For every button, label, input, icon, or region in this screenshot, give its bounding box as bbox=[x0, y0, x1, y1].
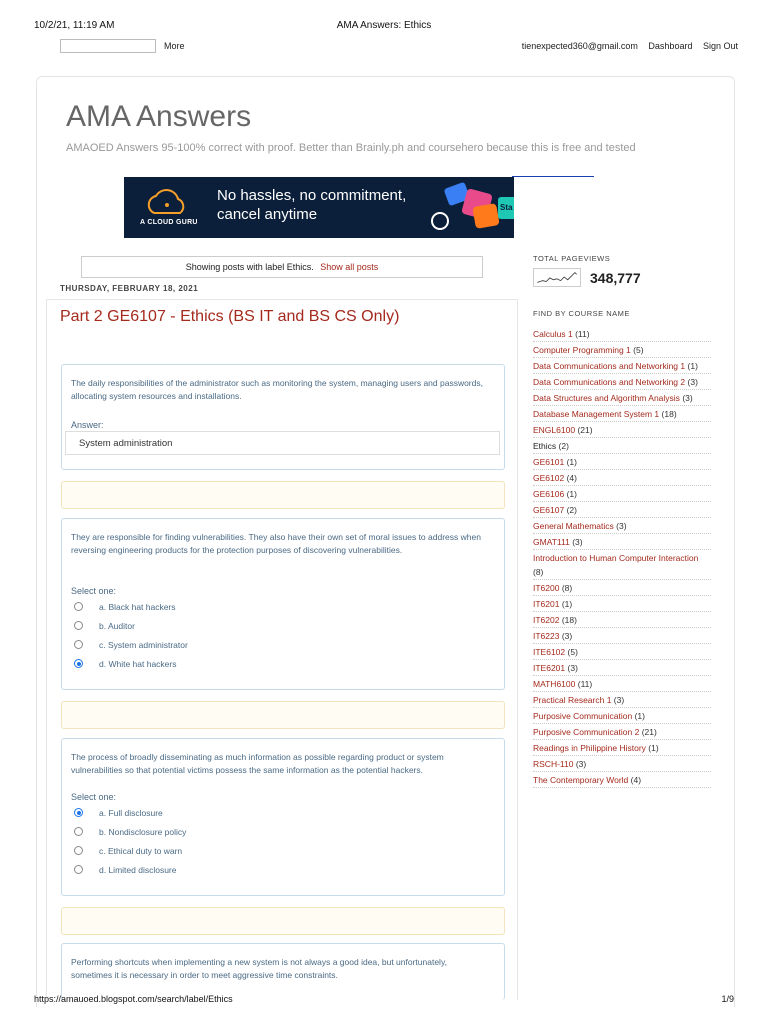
course-count: (3) bbox=[575, 759, 587, 769]
print-page-title: AMA Answers: Ethics bbox=[336, 20, 432, 31]
course-name[interactable]: IT6202 bbox=[533, 615, 560, 625]
option-label: c. Ethical duty to warn bbox=[99, 846, 183, 856]
course-list-item[interactable] bbox=[533, 486, 711, 502]
select-one-label: Select one: bbox=[71, 792, 117, 802]
course-list-item[interactable] bbox=[533, 676, 711, 692]
course-count: (1) bbox=[634, 711, 645, 721]
course-name[interactable]: Data Communications and Networking 1 bbox=[533, 361, 686, 371]
print-page-number: 1/9 bbox=[721, 994, 734, 1004]
sign-out-link[interactable]: Sign Out bbox=[702, 41, 738, 51]
course-name[interactable]: Computer Programming 1 bbox=[533, 345, 631, 355]
question-text: They are responsible for finding vulnerabilities. They also have their own set of moral issues to address when reversing engineering products for the protection purposes of discovering vulnerabilities. bbox=[71, 532, 481, 555]
option-label: d. White hat hackers bbox=[99, 659, 177, 669]
ad-cta-button[interactable]: Sta bbox=[498, 197, 514, 219]
print-url: https://amauoed.blogspot.com/search/label/Ethics bbox=[34, 994, 233, 1004]
course-name[interactable]: Purposive Communication bbox=[533, 711, 633, 721]
course-name[interactable]: ITE6102 bbox=[533, 647, 566, 657]
course-list-item[interactable] bbox=[533, 772, 711, 788]
blog-title[interactable]: AMA Answers bbox=[66, 100, 252, 133]
course-count: (3) bbox=[613, 695, 625, 705]
course-list-item[interactable] bbox=[533, 612, 711, 628]
course-list-item[interactable] bbox=[533, 454, 711, 470]
course-count: (3) bbox=[687, 377, 698, 387]
radio-unchecked-icon[interactable] bbox=[74, 827, 83, 836]
course-name[interactable]: Data Structures and Algorithm Analysis bbox=[533, 393, 680, 403]
courses-heading: FIND BY COURSE NAME bbox=[533, 309, 630, 318]
course-name[interactable]: Data Communications and Networking 2 bbox=[533, 377, 686, 387]
course-count: (21) bbox=[641, 727, 657, 737]
course-count: (3) bbox=[567, 663, 578, 673]
course-list-item[interactable] bbox=[533, 740, 711, 756]
course-name[interactable]: GMAT111 bbox=[533, 537, 570, 547]
ad-headline bbox=[217, 186, 406, 224]
option-label: c. System administrator bbox=[99, 640, 188, 650]
course-count: (11) bbox=[575, 329, 590, 339]
radio-unchecked-icon[interactable] bbox=[74, 846, 83, 855]
show-all-posts-link[interactable]: Show all posts bbox=[320, 262, 379, 272]
course-count: (3) bbox=[561, 631, 573, 641]
option-label: d. Limited disclosure bbox=[99, 865, 177, 875]
pageviews-heading: TOTAL PAGEVIEWS bbox=[533, 254, 611, 263]
course-count: (18) bbox=[561, 615, 577, 625]
course-name[interactable]: Database Management System 1 bbox=[533, 409, 660, 419]
course-list-item[interactable] bbox=[533, 628, 711, 644]
print-header bbox=[34, 20, 734, 34]
course-list-item[interactable] bbox=[533, 470, 711, 486]
course-list-item[interactable] bbox=[533, 756, 711, 772]
course-list-item[interactable] bbox=[533, 438, 711, 454]
question-card bbox=[61, 738, 505, 896]
course-list-item[interactable] bbox=[533, 596, 711, 612]
navbar-user-area bbox=[514, 41, 738, 51]
course-count: (5) bbox=[567, 647, 578, 657]
course-name[interactable]: The Contemporary World bbox=[533, 775, 629, 785]
course-list-item[interactable] bbox=[533, 550, 711, 580]
course-count: (1) bbox=[687, 361, 698, 371]
answer-field[interactable]: System administration bbox=[65, 431, 500, 455]
user-email: tienexpected360@gmail.com bbox=[521, 41, 638, 51]
option-label: a. Black hat hackers bbox=[99, 602, 176, 612]
course-name[interactable]: IT6223 bbox=[533, 631, 560, 641]
ad-banner[interactable] bbox=[124, 177, 514, 238]
course-list-item[interactable] bbox=[533, 644, 711, 660]
course-name[interactable]: GE6106 bbox=[533, 489, 565, 499]
option-label: b. Nondisclosure policy bbox=[99, 827, 187, 837]
course-list-item[interactable] bbox=[533, 724, 711, 740]
question-card bbox=[61, 943, 505, 1000]
label-notice bbox=[81, 256, 483, 278]
course-count: (21) bbox=[577, 425, 593, 435]
select-one-label: Select one: bbox=[71, 586, 117, 596]
course-name[interactable]: Purposive Communication 2 bbox=[533, 727, 640, 737]
feedback-box bbox=[61, 701, 505, 729]
course-name[interactable]: ITE6201 bbox=[533, 663, 566, 673]
ad-link-underline bbox=[512, 176, 594, 177]
course-count: (11) bbox=[577, 679, 593, 689]
post-date: THURSDAY, FEBRUARY 18, 2021 bbox=[60, 284, 199, 293]
course-count: (4) bbox=[630, 775, 642, 785]
course-list-item[interactable] bbox=[533, 374, 711, 390]
course-name[interactable]: GE6107 bbox=[533, 505, 565, 515]
course-list-item[interactable] bbox=[533, 580, 711, 596]
course-list-item[interactable] bbox=[533, 342, 711, 358]
post-title[interactable]: Part 2 GE6107 - Ethics (BS IT and BS CS Only) bbox=[60, 308, 400, 325]
pageviews-sparkline-icon bbox=[533, 268, 581, 287]
feedback-box bbox=[61, 481, 505, 509]
course-list-item[interactable] bbox=[533, 660, 711, 676]
label-notice-text: Showing posts with label Ethics. bbox=[185, 262, 314, 272]
course-list-item[interactable] bbox=[533, 502, 711, 518]
course-name[interactable]: Calculus 1 bbox=[533, 329, 573, 339]
radio-unchecked-icon[interactable] bbox=[74, 621, 83, 630]
course-count: (3) bbox=[616, 521, 627, 531]
blogger-navbar bbox=[60, 38, 738, 56]
feedback-box bbox=[61, 907, 505, 935]
course-name[interactable]: Readings in Philippine History bbox=[533, 743, 646, 753]
radio-unchecked-icon[interactable] bbox=[74, 640, 83, 649]
course-name[interactable]: ENGL6100 bbox=[533, 425, 576, 435]
course-name[interactable]: GE6102 bbox=[533, 473, 565, 483]
radio-checked-icon[interactable] bbox=[74, 808, 83, 817]
course-list-item[interactable] bbox=[533, 534, 711, 550]
course-count: (1) bbox=[561, 599, 573, 609]
course-count: (3) bbox=[572, 537, 583, 547]
course-list-item[interactable] bbox=[533, 406, 711, 422]
course-count: (1) bbox=[566, 489, 577, 499]
course-name[interactable]: IT6200 bbox=[533, 583, 560, 593]
course-count: (5) bbox=[633, 345, 644, 355]
course-list-item[interactable] bbox=[533, 326, 711, 342]
course-count: (2) bbox=[558, 441, 569, 451]
course-count: (18) bbox=[661, 409, 677, 419]
course-name[interactable]: RSCH-110 bbox=[533, 759, 574, 769]
course-list-item[interactable] bbox=[533, 708, 711, 724]
navbar-search-input[interactable] bbox=[60, 39, 156, 53]
course-list-item[interactable] bbox=[533, 358, 711, 374]
radio-unchecked-icon[interactable] bbox=[74, 602, 83, 611]
course-count: (8) bbox=[561, 583, 573, 593]
course-list-item[interactable] bbox=[533, 390, 711, 406]
answer-label: Answer: bbox=[71, 420, 104, 430]
ad-headline-line1: No hassles, no commitment, bbox=[217, 187, 407, 204]
course-count: (4) bbox=[566, 473, 577, 483]
course-count: (1) bbox=[648, 743, 659, 753]
course-name: Ethics bbox=[533, 441, 557, 451]
question-text: The daily responsibilities of the administrator such as monitoring the system, managing users and passwords, allocating system resources and installations. bbox=[71, 378, 483, 401]
course-name[interactable]: IT6201 bbox=[533, 599, 560, 609]
course-count: (3) bbox=[682, 393, 693, 403]
course-list-item[interactable] bbox=[533, 692, 711, 708]
course-count: (1) bbox=[566, 457, 577, 467]
course-name[interactable]: GE6101 bbox=[533, 457, 565, 467]
course-list-item[interactable] bbox=[533, 422, 711, 438]
option-label: a. Full disclosure bbox=[99, 808, 163, 818]
blog-description: AMAOED Answers 95-100% correct with proof. Better than Brainly.ph and coursehero because this is free and tested bbox=[66, 142, 636, 154]
dashboard-link[interactable]: Dashboard bbox=[648, 41, 693, 51]
option-label: b. Auditor bbox=[99, 621, 135, 631]
course-name[interactable]: Practical Research 1 bbox=[533, 695, 612, 705]
course-name[interactable]: MATH6100 bbox=[533, 679, 576, 689]
ad-brand: A CLOUD GURU bbox=[140, 219, 198, 226]
more-link[interactable]: More bbox=[164, 41, 185, 51]
question-text: Performing shortcuts when implementing a new system is not always a good idea, but unfortunately, sometimes it is necessary in order to meet aggressive time constraints. bbox=[71, 957, 447, 980]
radio-checked-icon[interactable] bbox=[74, 659, 83, 668]
print-datetime: 10/2/21, 11:19 AM bbox=[34, 20, 115, 31]
course-list bbox=[533, 326, 711, 788]
ad-headline-line2: cancel anytime bbox=[217, 206, 318, 223]
question-text: The process of broadly disseminating as much information as possible regarding product or system vulnerabilities so that potential victims possess the same information as the potential hackers. bbox=[71, 752, 444, 775]
course-count: (2) bbox=[566, 505, 577, 515]
course-name[interactable]: General Mathematics bbox=[533, 521, 614, 531]
course-list-item[interactable] bbox=[533, 518, 711, 534]
pageviews-count: 348,777 bbox=[590, 270, 641, 286]
question-card bbox=[61, 364, 505, 470]
radio-unchecked-icon[interactable] bbox=[74, 865, 83, 874]
course-name[interactable]: Introduction to Human Computer Interaction bbox=[533, 553, 699, 563]
question-card bbox=[61, 518, 505, 690]
cloud-logo-icon bbox=[124, 177, 210, 238]
course-count: (8) bbox=[533, 567, 544, 577]
